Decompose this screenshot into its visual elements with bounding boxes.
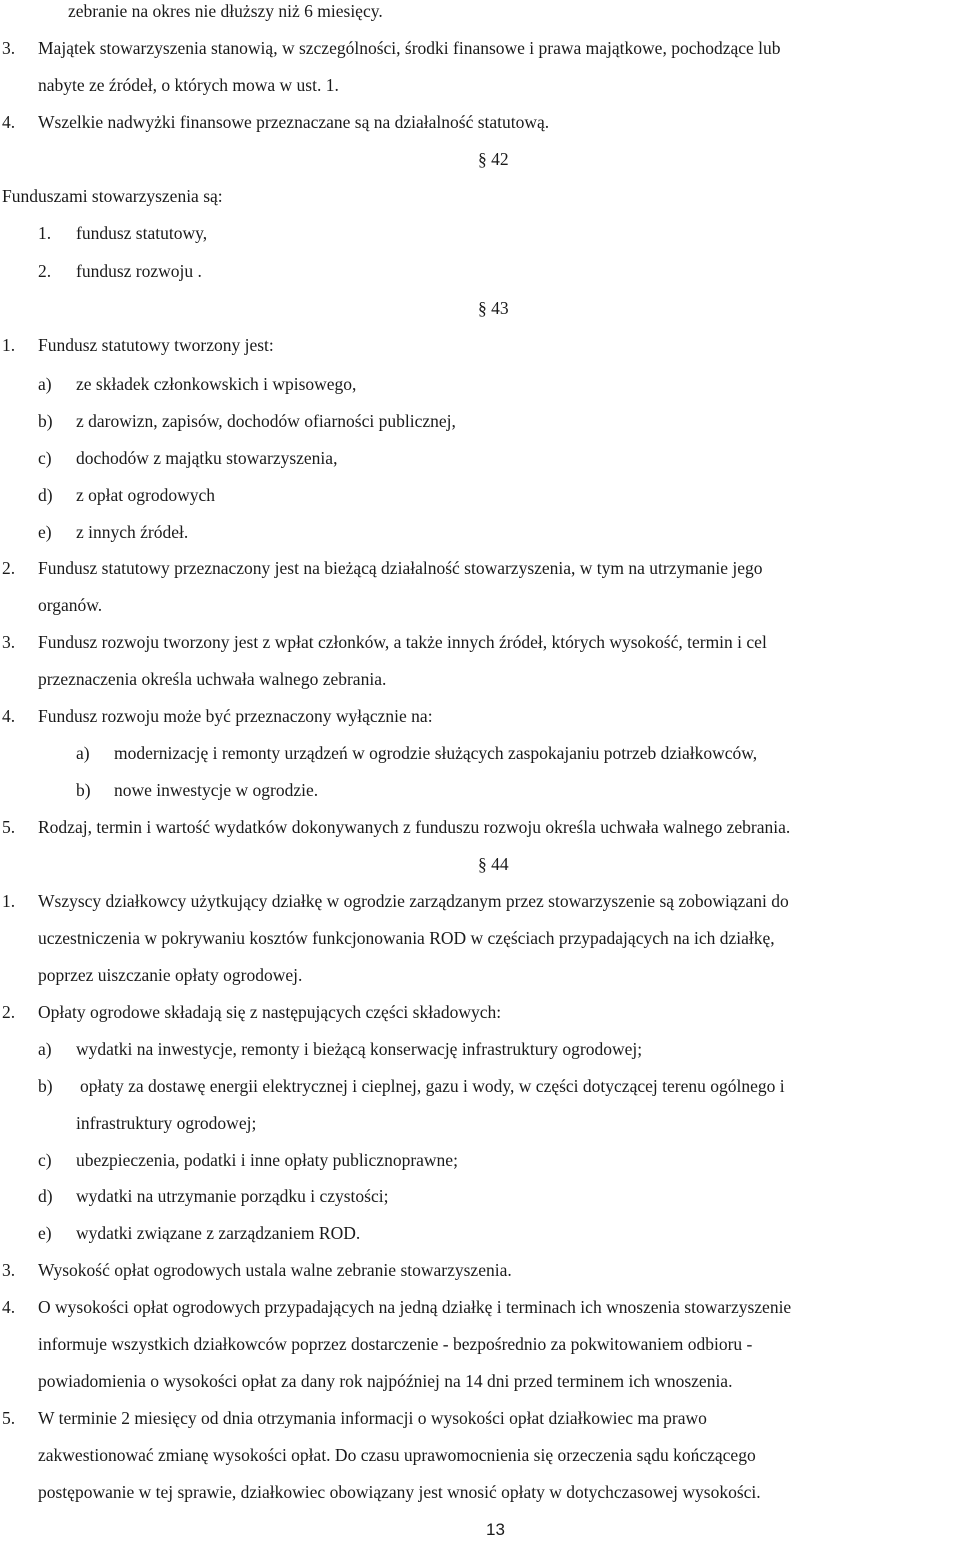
para-number: 5. xyxy=(2,1408,16,1428)
para-number: 2. xyxy=(2,558,16,578)
para-number: 3. xyxy=(2,632,16,652)
list-item: wydatki na inwestycje, remonty i bieżącą konserwację infrastruktury ogrodowej; xyxy=(76,1039,643,1059)
paragraph-line: Fundusz rozwoju tworzony jest z wpłat członków, a także innych źródeł, których wysokość, termin i cel xyxy=(38,632,767,652)
list-label: b) xyxy=(76,780,91,800)
list-label: b) xyxy=(38,1076,53,1096)
list-item: fundusz statutowy, xyxy=(76,223,208,243)
paragraph-line: powiadomienia o wysokości opłat za dany rok najpóźniej na 14 dni przed terminem ich wnoszenia. xyxy=(38,1371,733,1391)
para-number: 3. xyxy=(2,1260,16,1280)
paragraph-line: Fundusz statutowy tworzony jest: xyxy=(38,335,274,355)
list-number: 1. xyxy=(38,223,52,243)
paragraph-line: Fundusz rozwoju może być przeznaczony wyłącznie na: xyxy=(38,706,433,726)
continuation-line: zebranie na okres nie dłuższy niż 6 miesięcy. xyxy=(68,1,383,21)
para-number: 1. xyxy=(2,335,16,355)
para-number: 4. xyxy=(2,706,16,726)
list-item-continuation: infrastruktury ogrodowej; xyxy=(76,1113,257,1133)
list-item: z innych źródeł. xyxy=(76,522,189,542)
para-number: 1. xyxy=(2,891,16,911)
paragraph-line: organów. xyxy=(38,595,103,615)
para-number: 5. xyxy=(2,817,16,837)
list-label: c) xyxy=(38,1150,52,1170)
paragraph-line: Majątek stowarzyszenia stanowią, w szczególności, środki finansowe i prawa majątkowe, pochodzące lub xyxy=(38,38,781,58)
list-label: a) xyxy=(76,743,90,763)
paragraph-line: zakwestionować zmianę wysokości opłat. Do czasu uprawomocnienia się orzeczenia sądu kończącego xyxy=(38,1445,756,1465)
para-number: 3. xyxy=(2,38,16,58)
list-item: z opłat ogrodowych xyxy=(76,485,215,505)
paragraph-line: uczestniczenia w pokrywaniu kosztów funkcjonowania ROD w częściach przypadających na ich działkę, xyxy=(38,928,775,948)
list-label: d) xyxy=(38,485,53,505)
list-item: opłaty za dostawę energii elektrycznej i cieplnej, gazu i wody, w części dotyczącej terenu ogólnego i xyxy=(80,1076,785,1096)
list-number: 2. xyxy=(38,261,52,281)
section-heading-42: § 42 xyxy=(478,149,509,169)
list-label: e) xyxy=(38,1223,52,1243)
paragraph-line: postępowanie w tej sprawie, działkowiec obowiązany jest wnosić opłaty w dotychczasowej wysokości. xyxy=(38,1482,761,1502)
para-number: 4. xyxy=(2,1297,16,1317)
paragraph-line: O wysokości opłat ogrodowych przypadających na jedną działkę i terminach ich wnoszenia stowarzyszenie xyxy=(38,1297,792,1317)
list-item: dochodów z majątku stowarzyszenia, xyxy=(76,448,338,468)
section-heading-43: § 43 xyxy=(478,298,509,318)
paragraph-line: Wysokość opłat ogrodowych ustala walne zebranie stowarzyszenia. xyxy=(38,1260,512,1280)
paragraph-line: Wszelkie nadwyżki finansowe przeznaczane są na działalność statutową. xyxy=(38,112,550,132)
list-item: wydatki na utrzymanie porządku i czystości; xyxy=(76,1186,389,1206)
paragraph-line: informuje wszystkich działkowców poprzez dostarczenie - bezpośrednio za pokwitowaniem odbioru - xyxy=(38,1334,753,1354)
paragraph-line: Opłaty ogrodowe składają się z następujących części składowych: xyxy=(38,1002,502,1022)
paragraph-line: Fundusz statutowy przeznaczony jest na bieżącą działalność stowarzyszenia, w tym na utrzymanie jego xyxy=(38,558,763,578)
list-item: ze składek członkowskich i wpisowego, xyxy=(76,374,357,394)
list-label: d) xyxy=(38,1186,53,1206)
list-label: e) xyxy=(38,522,52,542)
paragraph-line: poprzez uiszczanie opłaty ogrodowej. xyxy=(38,965,303,985)
section-heading-44: § 44 xyxy=(478,854,509,874)
list-item: fundusz rozwoju . xyxy=(76,261,202,281)
paragraph-line: przeznaczenia określa uchwała walnego zebrania. xyxy=(38,669,387,689)
list-item: z darowizn, zapisów, dochodów ofiarności publicznej, xyxy=(76,411,456,431)
list-label: a) xyxy=(38,374,52,394)
list-item: nowe inwestycje w ogrodzie. xyxy=(114,780,319,800)
paragraph-line: Rodzaj, termin i wartość wydatków dokonywanych z funduszu rozwoju określa uchwała walnego zebrania. xyxy=(38,817,791,837)
list-label: b) xyxy=(38,411,53,431)
list-item: modernizację i remonty urządzeń w ogrodzie służących zaspokajaniu potrzeb działkowców, xyxy=(114,743,758,763)
list-item: wydatki związane z zarządzaniem ROD. xyxy=(76,1223,361,1243)
page-number: 13 xyxy=(486,1520,505,1539)
paragraph-line: Wszyscy działkowcy użytkujący działkę w ogrodzie zarządzanym przez stowarzyszenie są zobowiązani do xyxy=(38,891,789,911)
section-intro: Funduszami stowarzyszenia są: xyxy=(2,186,223,206)
para-number: 4. xyxy=(2,112,16,132)
list-label: c) xyxy=(38,448,52,468)
list-item: ubezpieczenia, podatki i inne opłaty publicznoprawne; xyxy=(76,1150,458,1170)
list-label: a) xyxy=(38,1039,52,1059)
paragraph-line: W terminie 2 miesięcy od dnia otrzymania informacji o wysokości opłat działkowiec ma prawo xyxy=(38,1408,707,1428)
para-number: 2. xyxy=(2,1002,16,1022)
paragraph-line: nabyte ze źródeł, o których mowa w ust. 1. xyxy=(38,75,339,95)
